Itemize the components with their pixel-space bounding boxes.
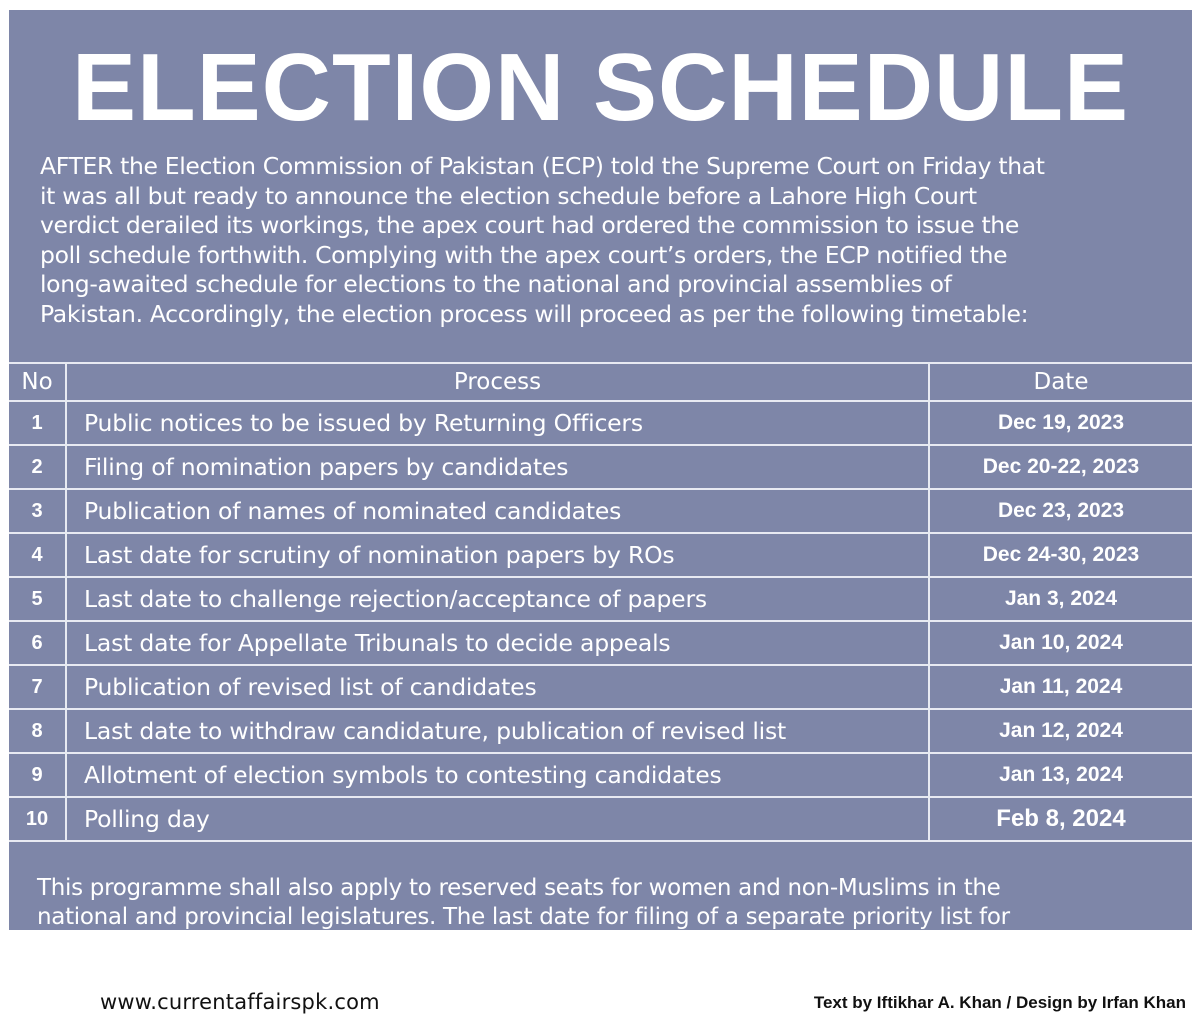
row-process: Last date for scrutiny of nomination papers by ROs [66,533,929,577]
table-row [9,533,1192,577]
row-date: Jan 12, 2024 [929,709,1192,753]
header-no: No [9,364,66,401]
row-date: Jan 10, 2024 [929,621,1192,665]
outro-paragraph [37,874,1177,962]
row-process: Polling day [66,797,929,841]
row-date: Jan 3, 2024 [929,577,1192,621]
intro-line: Pakistan. Accordingly, the election process will proceed as per the following timetable: [40,299,1029,328]
row-process: Publication of revised list of candidates [66,665,929,709]
row-no: 1 [9,401,66,445]
intro-line: poll schedule forthwith. Complying with the apex court’s orders, the ECP notified the [40,240,1008,269]
table-row [9,665,1192,709]
row-no: 9 [9,753,66,797]
row-no: 6 [9,621,66,665]
table-row [9,577,1192,621]
row-date: Dec 24-30, 2023 [929,533,1192,577]
credit-line: Text by Iftikhar A. Khan / Design by Irfan Khan [813,993,1186,1012]
intro-line: verdict derailed its workings, the apex court had ordered the commission to issue the [40,211,1019,239]
row-process: Allotment of election symbols to contesting candidates [66,753,929,797]
row-date: Feb 8, 2024 [929,797,1192,841]
row-no: 10 [9,797,66,841]
header-date: Date [929,364,1192,401]
intro-line: AFTER the Election Commission of Pakistan (ECP) told the Supreme Court on Friday that [40,152,1045,180]
table-row [9,753,1192,797]
row-no: 3 [9,489,66,533]
page-title: ELECTION SCHEDULE [71,34,1130,141]
row-process: Last date to challenge rejection/acceptance of papers [66,577,929,621]
outro-line: national and provincial legislatures. The last date for filing of a separate priority list for [37,904,1010,930]
header-process: Process [66,364,929,401]
table-header-row [9,364,1192,401]
row-date: Dec 19, 2023 [929,401,1192,445]
schedule-table [9,364,1192,842]
outro-text: seats reserved for these two categories will be [37,934,569,960]
table-row [9,797,1192,841]
row-process: Last date to withdraw candidature, publication of revised list [66,709,929,753]
row-process: Public notices to be issued by Returning Officers [66,401,929,445]
table-row [9,621,1192,665]
outro-line [37,932,1177,962]
table-row [9,489,1192,533]
row-date: Jan 11, 2024 [929,665,1192,709]
outro-text: . [708,934,716,960]
row-no: 4 [9,533,66,577]
table-row [9,401,1192,445]
intro-line: it was all but ready to announce the election schedule before a Lahore High Court [40,181,977,210]
row-process: Publication of names of nominated candidates [66,489,929,533]
row-no: 2 [9,445,66,489]
table-row [9,445,1192,489]
row-date: Dec 23, 2023 [929,489,1192,533]
row-date: Jan 13, 2024 [929,753,1192,797]
row-date: Dec 20-22, 2023 [929,445,1192,489]
reserved-seats-deadline: Dec 22, 2023 [568,933,709,960]
table-row [9,709,1192,753]
row-process: Filing of nomination papers by candidates [66,445,929,489]
intro-line: long-awaited schedule for elections to the national and provincial assemblies of [40,270,952,298]
row-no: 8 [9,709,66,753]
row-no: 7 [9,665,66,709]
website-link[interactable]: www.currentaffairspk.com [100,990,380,1014]
row-process: Last date for Appellate Tribunals to decide appeals [66,621,929,665]
intro-paragraph [40,152,1180,329]
outro-line: This programme shall also apply to reserved seats for women and non-Muslims in the [37,875,1001,901]
row-no: 5 [9,577,66,621]
